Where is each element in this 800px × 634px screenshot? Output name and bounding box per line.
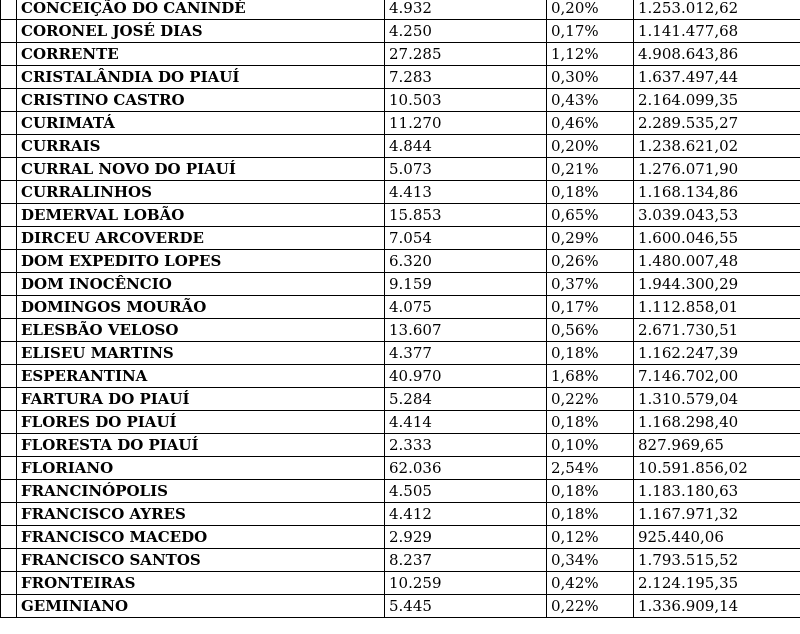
municipality-name-cell: FLORIANO <box>17 457 385 480</box>
row-margin-cell <box>1 503 17 526</box>
amount-cell: 1.480.007,48 <box>634 250 800 273</box>
municipality-name-cell: FRANCINÓPOLIS <box>17 480 385 503</box>
municipality-name-cell: CONCEIÇÃO DO CANINDÉ <box>17 0 385 20</box>
percentage-cell: 0,17% <box>547 20 634 43</box>
population-cell: 6.320 <box>385 250 547 273</box>
municipality-name-cell: GEMINIANO <box>17 595 385 618</box>
percentage-cell: 0,46% <box>547 112 634 135</box>
population-cell: 10.259 <box>385 572 547 595</box>
population-cell: 40.970 <box>385 365 547 388</box>
percentage-cell: 0,18% <box>547 411 634 434</box>
row-margin-cell <box>1 526 17 549</box>
table-row <box>1 158 800 181</box>
municipality-name-cell: FRANCISCO SANTOS <box>17 549 385 572</box>
percentage-cell: 0,18% <box>547 480 634 503</box>
table-row <box>1 273 800 296</box>
amount-cell: 1.141.477,68 <box>634 20 800 43</box>
table-row <box>1 411 800 434</box>
population-cell: 5.284 <box>385 388 547 411</box>
population-cell: 4.377 <box>385 342 547 365</box>
table-row <box>1 135 800 158</box>
row-margin-cell <box>1 0 17 20</box>
percentage-cell: 1,12% <box>547 43 634 66</box>
amount-cell: 2.164.099,35 <box>634 89 800 112</box>
population-cell: 62.036 <box>385 457 547 480</box>
municipality-name-cell: FLORESTA DO PIAUÍ <box>17 434 385 457</box>
amount-cell: 10.591.856,02 <box>634 457 800 480</box>
amount-cell: 1.168.134,86 <box>634 181 800 204</box>
table-row <box>1 66 800 89</box>
municipality-name-cell: CORRENTE <box>17 43 385 66</box>
row-margin-cell <box>1 457 17 480</box>
amount-cell: 2.671.730,51 <box>634 319 800 342</box>
percentage-cell: 0,37% <box>547 273 634 296</box>
table-row <box>1 365 800 388</box>
table-row <box>1 112 800 135</box>
population-cell: 13.607 <box>385 319 547 342</box>
population-cell: 2.333 <box>385 434 547 457</box>
table-row <box>1 0 800 20</box>
table-row <box>1 526 800 549</box>
amount-cell: 1.168.298,40 <box>634 411 800 434</box>
table-row <box>1 503 800 526</box>
percentage-cell: 2,54% <box>547 457 634 480</box>
row-margin-cell <box>1 227 17 250</box>
population-cell: 4.250 <box>385 20 547 43</box>
population-cell: 5.445 <box>385 595 547 618</box>
population-cell: 4.075 <box>385 296 547 319</box>
municipality-name-cell: DIRCEU ARCOVERDE <box>17 227 385 250</box>
table-row <box>1 342 800 365</box>
table-row <box>1 319 800 342</box>
table-row <box>1 388 800 411</box>
municipality-name-cell: FLORES DO PIAUÍ <box>17 411 385 434</box>
municipality-name-cell: FRANCISCO AYRES <box>17 503 385 526</box>
row-margin-cell <box>1 411 17 434</box>
amount-cell: 1.944.300,29 <box>634 273 800 296</box>
row-margin-cell <box>1 365 17 388</box>
row-margin-cell <box>1 204 17 227</box>
row-margin-cell <box>1 250 17 273</box>
row-margin-cell <box>1 549 17 572</box>
amount-cell: 1.167.971,32 <box>634 503 800 526</box>
row-margin-cell <box>1 181 17 204</box>
municipality-name-cell: DOMINGOS MOURÃO <box>17 296 385 319</box>
percentage-cell: 0,30% <box>547 66 634 89</box>
municipality-name-cell: CURRALINHOS <box>17 181 385 204</box>
table-row <box>1 89 800 112</box>
population-cell: 7.054 <box>385 227 547 250</box>
population-cell: 4.844 <box>385 135 547 158</box>
amount-cell: 1.637.497,44 <box>634 66 800 89</box>
row-margin-cell <box>1 158 17 181</box>
municipality-name-cell: FRONTEIRAS <box>17 572 385 595</box>
percentage-cell: 0,18% <box>547 503 634 526</box>
municipality-name-cell: CRISTALÂNDIA DO PIAUÍ <box>17 66 385 89</box>
municipality-name-cell: CORONEL JOSÉ DIAS <box>17 20 385 43</box>
table-row <box>1 20 800 43</box>
amount-cell: 2.289.535,27 <box>634 112 800 135</box>
population-cell: 4.505 <box>385 480 547 503</box>
amount-cell: 1.253.012,62 <box>634 0 800 20</box>
population-cell: 11.270 <box>385 112 547 135</box>
percentage-cell: 0,29% <box>547 227 634 250</box>
municipality-name-cell: FARTURA DO PIAUÍ <box>17 388 385 411</box>
percentage-cell: 0,18% <box>547 342 634 365</box>
table-row <box>1 480 800 503</box>
population-cell: 5.073 <box>385 158 547 181</box>
percentage-cell: 0,22% <box>547 595 634 618</box>
percentage-cell: 0,34% <box>547 549 634 572</box>
municipality-name-cell: ESPERANTINA <box>17 365 385 388</box>
amount-cell: 1.310.579,04 <box>634 388 800 411</box>
row-margin-cell <box>1 66 17 89</box>
percentage-cell: 0,22% <box>547 388 634 411</box>
row-margin-cell <box>1 112 17 135</box>
municipality-name-cell: CURRAL NOVO DO PIAUÍ <box>17 158 385 181</box>
row-margin-cell <box>1 572 17 595</box>
amount-cell: 1.336.909,14 <box>634 595 800 618</box>
population-cell: 7.283 <box>385 66 547 89</box>
percentage-cell: 0,20% <box>547 0 634 20</box>
municipality-name-cell: FRANCISCO MACEDO <box>17 526 385 549</box>
municipality-name-cell: DEMERVAL LOBÃO <box>17 204 385 227</box>
table-body <box>1 0 800 618</box>
table-row <box>1 434 800 457</box>
population-cell: 2.929 <box>385 526 547 549</box>
municipality-name-cell: CURRAIS <box>17 135 385 158</box>
row-margin-cell <box>1 20 17 43</box>
percentage-cell: 0,65% <box>547 204 634 227</box>
population-cell: 4.412 <box>385 503 547 526</box>
amount-cell: 1.112.858,01 <box>634 296 800 319</box>
percentage-cell: 0,42% <box>547 572 634 595</box>
row-margin-cell <box>1 319 17 342</box>
population-cell: 9.159 <box>385 273 547 296</box>
amount-cell: 3.039.043,53 <box>634 204 800 227</box>
municipality-name-cell: DOM INOCÊNCIO <box>17 273 385 296</box>
amount-cell: 1.600.046,55 <box>634 227 800 250</box>
percentage-cell: 0,10% <box>547 434 634 457</box>
percentage-cell: 0,12% <box>547 526 634 549</box>
table-row <box>1 549 800 572</box>
row-margin-cell <box>1 595 17 618</box>
row-margin-cell <box>1 273 17 296</box>
row-margin-cell <box>1 296 17 319</box>
row-margin-cell <box>1 43 17 66</box>
municipality-name-cell: ELISEU MARTINS <box>17 342 385 365</box>
percentage-cell: 0,17% <box>547 296 634 319</box>
amount-cell: 2.124.195,35 <box>634 572 800 595</box>
population-cell: 15.853 <box>385 204 547 227</box>
population-cell: 4.413 <box>385 181 547 204</box>
table-row <box>1 43 800 66</box>
percentage-cell: 0,26% <box>547 250 634 273</box>
municipality-name-cell: DOM EXPEDITO LOPES <box>17 250 385 273</box>
population-cell: 27.285 <box>385 43 547 66</box>
population-cell: 4.414 <box>385 411 547 434</box>
amount-cell: 1.793.515,52 <box>634 549 800 572</box>
row-margin-cell <box>1 135 17 158</box>
row-margin-cell <box>1 342 17 365</box>
table-row <box>1 595 800 618</box>
municipality-name-cell: CURIMATÁ <box>17 112 385 135</box>
amount-cell: 1.238.621,02 <box>634 135 800 158</box>
municipality-name-cell: ELESBÃO VELOSO <box>17 319 385 342</box>
municipality-name-cell: CRISTINO CASTRO <box>17 89 385 112</box>
amount-cell: 1.183.180,63 <box>634 480 800 503</box>
table-row <box>1 296 800 319</box>
amount-cell: 827.969,65 <box>634 434 800 457</box>
percentage-cell: 1,68% <box>547 365 634 388</box>
population-cell: 4.932 <box>385 0 547 20</box>
amount-cell: 4.908.643,86 <box>634 43 800 66</box>
row-margin-cell <box>1 480 17 503</box>
table-row <box>1 457 800 480</box>
row-margin-cell <box>1 388 17 411</box>
percentage-cell: 0,18% <box>547 181 634 204</box>
table-row <box>1 204 800 227</box>
row-margin-cell <box>1 434 17 457</box>
table-row <box>1 181 800 204</box>
amount-cell: 1.276.071,90 <box>634 158 800 181</box>
percentage-cell: 0,43% <box>547 89 634 112</box>
row-margin-cell <box>1 89 17 112</box>
percentage-cell: 0,20% <box>547 135 634 158</box>
amount-cell: 925.440,06 <box>634 526 800 549</box>
amount-cell: 7.146.702,00 <box>634 365 800 388</box>
table-row <box>1 250 800 273</box>
amount-cell: 1.162.247,39 <box>634 342 800 365</box>
table-row <box>1 227 800 250</box>
population-cell: 8.237 <box>385 549 547 572</box>
percentage-cell: 0,56% <box>547 319 634 342</box>
percentage-cell: 0,21% <box>547 158 634 181</box>
population-cell: 10.503 <box>385 89 547 112</box>
table-row <box>1 572 800 595</box>
